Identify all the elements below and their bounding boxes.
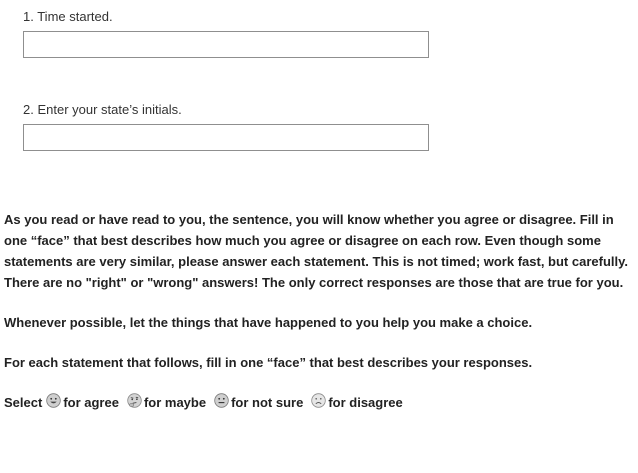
legend-maybe-label: for maybe [143, 395, 207, 410]
question-state-initials [23, 102, 429, 151]
instructions-paragraph-1: As you read or have read to you, the sentence, you will know whether you agree or disagree. Fill in one “face” that best describes how much you agree or disagree on each row. Even though some statements are very similar, please answer each statement. This is not timed; work fast, but carefully. [4, 212, 628, 269]
legend-agree-label: for agree [63, 395, 119, 410]
time-started-input[interactable] [23, 31, 429, 58]
instructions-paragraph-3: Whenever possible, let the things that have happened to you help you make a choice. [4, 315, 533, 330]
thinking-face-icon [127, 393, 142, 408]
legend-prefix: Select [4, 395, 43, 410]
instructions-paragraph-2: There are no "right" or "wrong" answers! The only correct responses are those that are true for you. [4, 275, 624, 290]
legend-not-sure-label: for not sure [231, 395, 304, 410]
instructions-block [4, 209, 634, 413]
question-time-started [23, 9, 429, 58]
neutral-face-icon [214, 393, 229, 408]
question-label-time-started: 1. Time started. [23, 9, 113, 24]
state-initials-input[interactable] [23, 124, 429, 151]
legend-disagree-label: for disagree [328, 395, 403, 410]
frowning-face-icon [311, 393, 326, 408]
face-legend [4, 392, 634, 413]
instructions-paragraph-4: For each statement that follows, fill in one “face” that best describes your responses. [4, 355, 533, 370]
smiley-face-icon [46, 393, 61, 408]
question-label-state-initials: 2. Enter your state’s initials. [23, 102, 182, 117]
